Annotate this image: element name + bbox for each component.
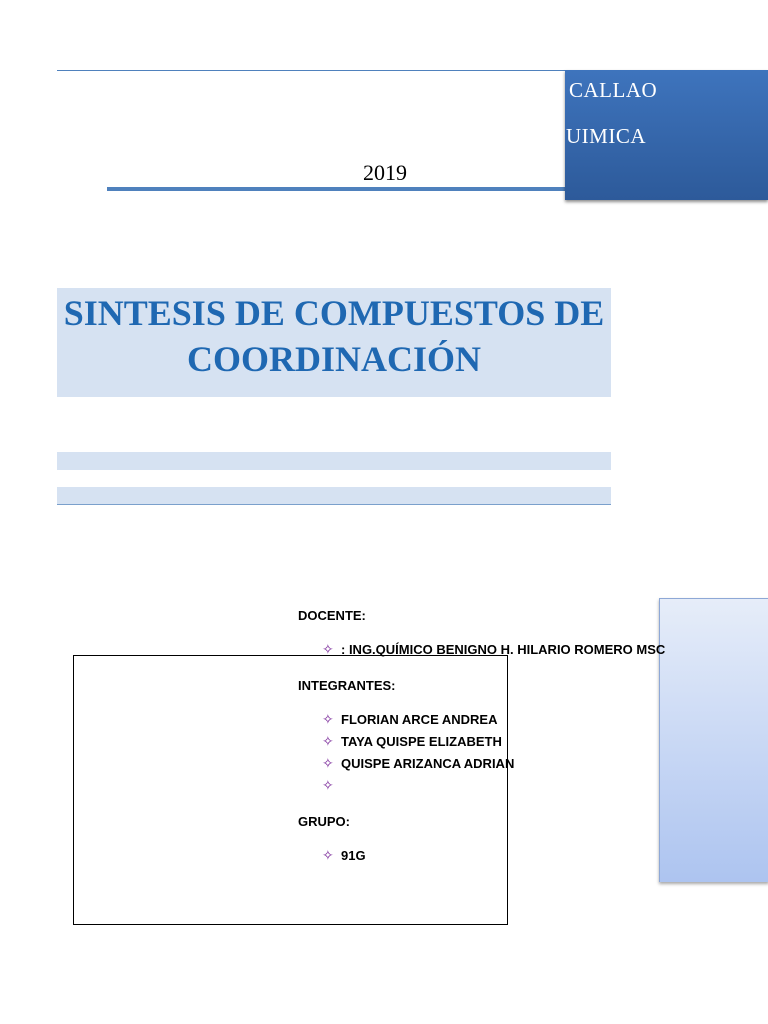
grupo-value: 91G bbox=[341, 848, 366, 863]
document-title bbox=[57, 290, 611, 382]
title-line-1: SINTESIS DE COMPUESTOS DE bbox=[63, 293, 605, 333]
year: 2019 bbox=[363, 160, 407, 185]
header-city: CALLAO bbox=[569, 78, 658, 102]
four-point-star-icon: ✧ bbox=[322, 712, 334, 728]
subtitle-band-1 bbox=[57, 452, 611, 470]
integrante-item bbox=[322, 734, 502, 750]
integrante-name: FLORIAN ARCE ANDREA bbox=[341, 712, 498, 727]
four-point-star-icon: ✧ bbox=[322, 848, 334, 864]
top-divider-line bbox=[57, 70, 583, 71]
docente-label: DOCENTE: bbox=[298, 608, 366, 623]
integrantes-label: INTEGRANTES: bbox=[298, 678, 396, 693]
integrante-item bbox=[322, 778, 341, 794]
four-point-star-icon: ✧ bbox=[322, 778, 334, 794]
subtitle-band-2 bbox=[57, 487, 611, 505]
subtitle-rule bbox=[57, 504, 611, 505]
grupo-item bbox=[322, 848, 366, 864]
header-faculty: UIMICA bbox=[566, 124, 646, 148]
four-point-star-icon: ✧ bbox=[322, 756, 334, 772]
integrante-name: QUISPE ARIZANCA ADRIAN bbox=[341, 756, 515, 771]
side-panel bbox=[659, 598, 768, 882]
docente-item bbox=[322, 642, 665, 658]
integrante-name: TAYA QUISPE ELIZABETH bbox=[341, 734, 502, 749]
four-point-star-icon: ✧ bbox=[322, 642, 334, 658]
info-frame bbox=[73, 655, 508, 925]
title-line-2: COORDINACIÓN bbox=[186, 339, 481, 379]
year-rule bbox=[107, 187, 567, 191]
docente-name: : ING.QUÍMICO BENIGNO H. HILARIO ROMERO MSC bbox=[341, 642, 666, 657]
integrante-item bbox=[322, 756, 514, 772]
four-point-star-icon: ✧ bbox=[322, 734, 334, 750]
grupo-label: GRUPO: bbox=[298, 814, 350, 829]
integrante-item bbox=[322, 712, 497, 728]
